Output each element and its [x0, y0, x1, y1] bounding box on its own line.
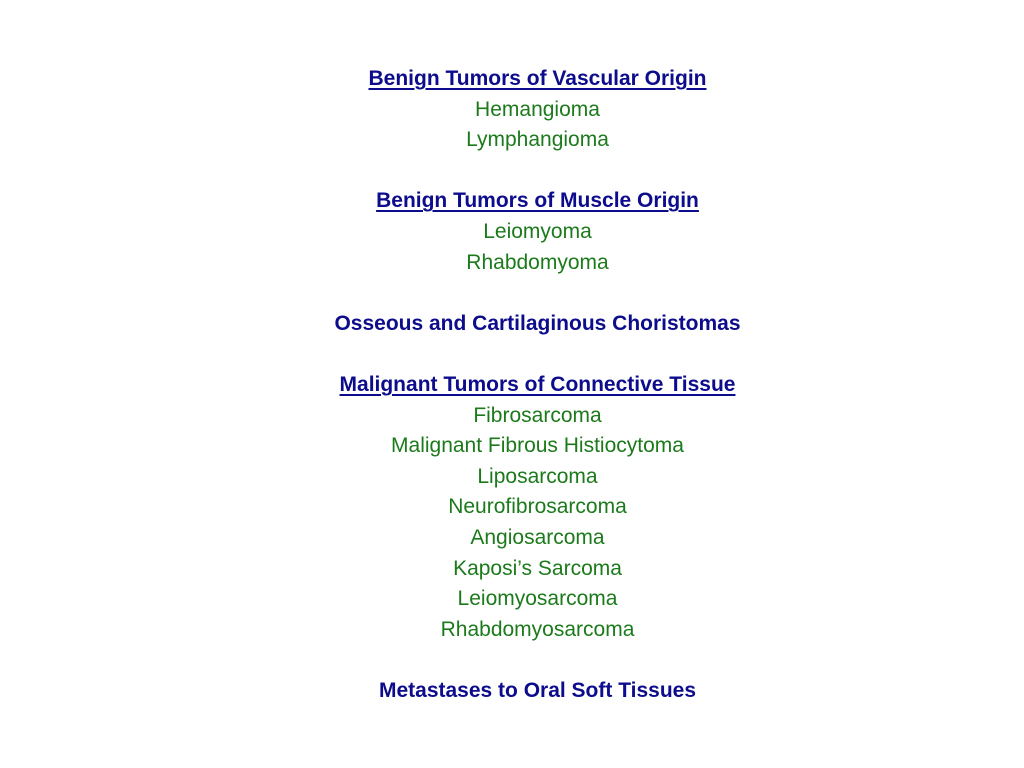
section-heading-muscle: Benign Tumors of Muscle Origin [376, 189, 699, 213]
list-item-kaposi: Kaposi’s Sarcoma [453, 556, 622, 580]
section-heading-vascular: Benign Tumors of Vascular Origin [368, 67, 707, 90]
list-item-rhabdomyoma: Rhabdomyoma [466, 250, 609, 274]
section-heading-malignant: Malignant Tumors of Connective Tissue [339, 372, 736, 396]
list-item-angiosarcoma: Angiosarcoma [470, 525, 605, 549]
section-heading-metastases: Metastases to Oral Soft Tissues [378, 678, 697, 702]
list-item-leiomyosarcoma: Leiomyosarcoma [457, 587, 618, 611]
list-item-liposarcoma: Liposarcoma [477, 464, 598, 488]
list-item-hemangioma: Hemangioma [475, 97, 600, 121]
section-spacer [0, 645, 1024, 676]
section-spacer [0, 156, 1024, 187]
section-spacer [0, 339, 1024, 370]
list-item-lymphangioma: Lymphangioma [466, 128, 609, 152]
list-item-neurofibrosarcoma: Neurofibrosarcoma [448, 495, 627, 519]
list-item-mfh: Malignant Fibrous Histiocytoma [391, 434, 684, 458]
section-spacer [0, 278, 1024, 309]
section-heading-choristomas: Osseous and Cartilaginous Choristomas [334, 311, 741, 335]
list-item-leiomyoma: Leiomyoma [483, 219, 592, 243]
list-item-rhabdomyosarcoma: Rhabdomyosarcoma [440, 617, 635, 641]
slide-content [0, 64, 1024, 706]
list-item-fibrosarcoma: Fibrosarcoma [473, 403, 602, 427]
